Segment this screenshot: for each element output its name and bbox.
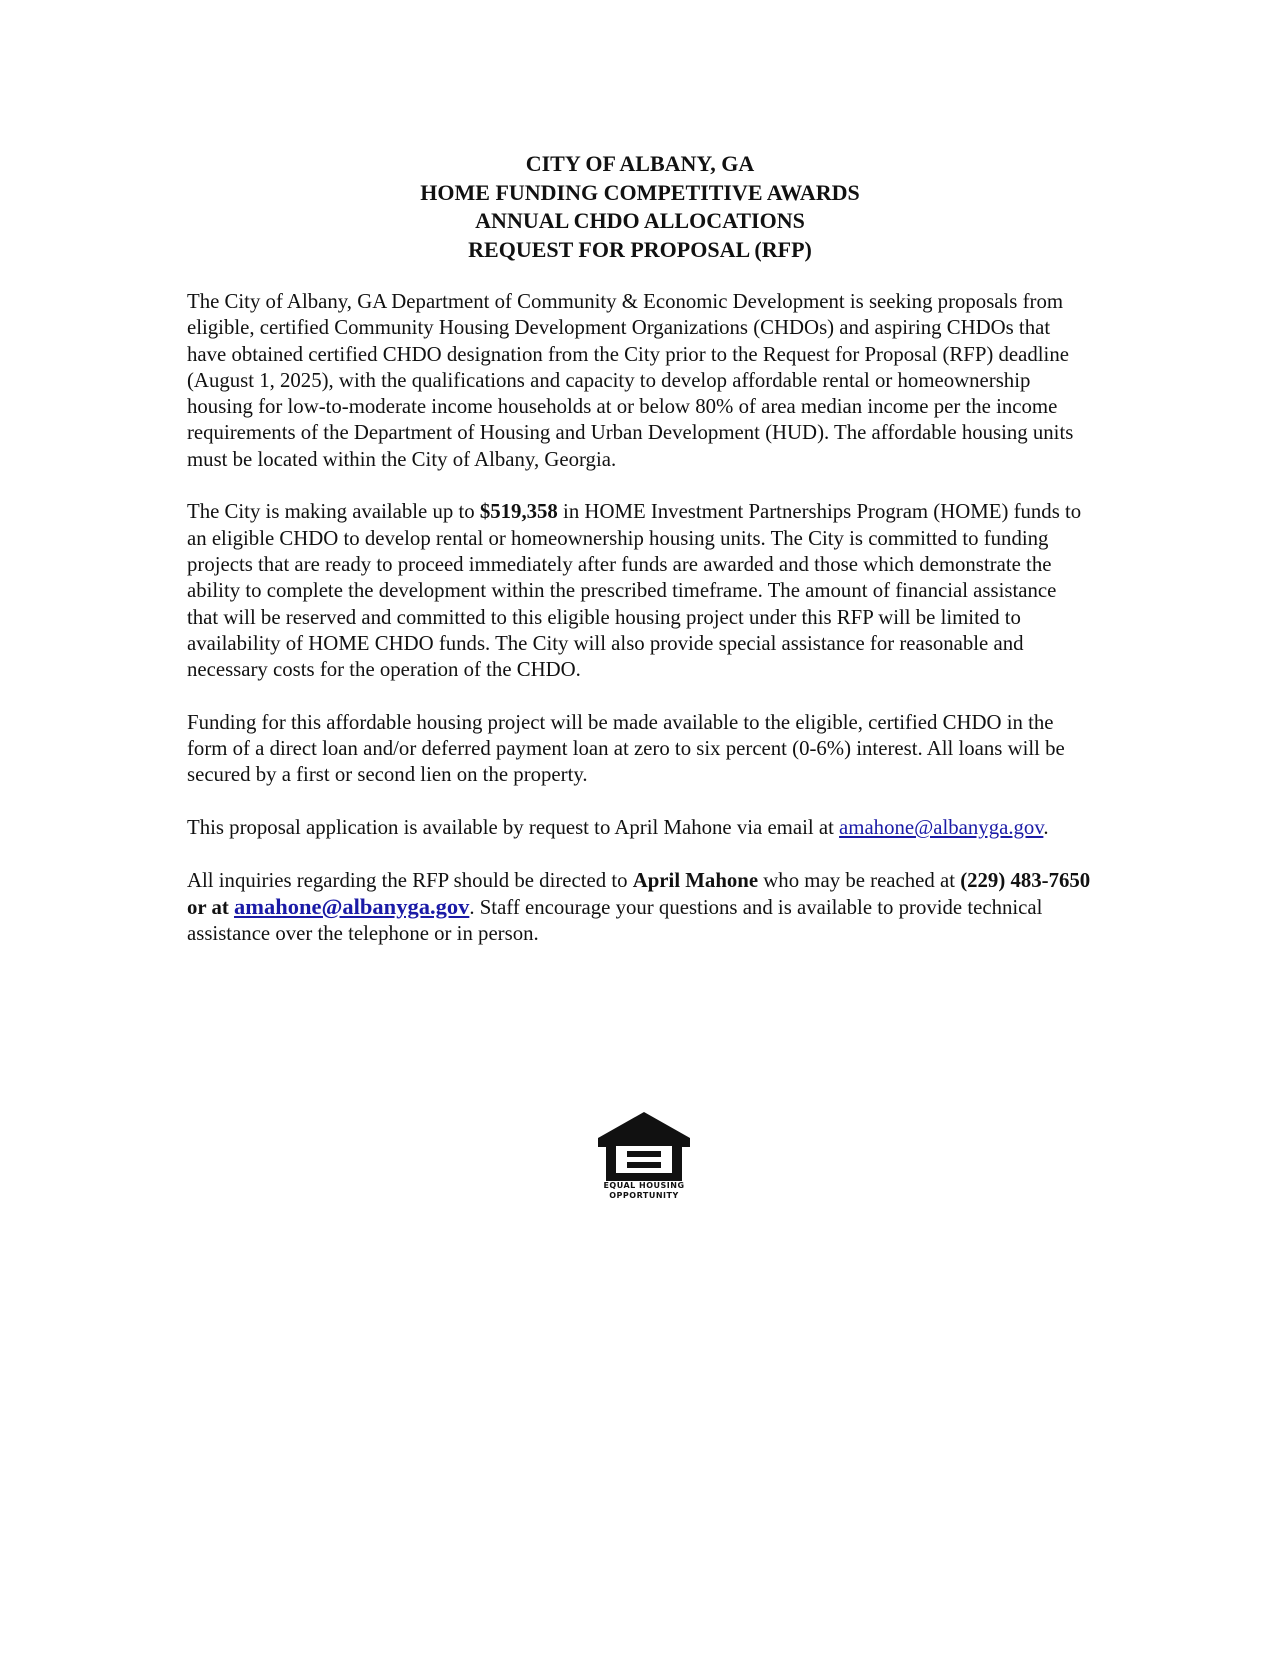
title-line-city: CITY OF ALBANY, GA: [525, 151, 755, 176]
title-line-allocations: ANNUAL CHDO ALLOCATIONS: [475, 208, 805, 233]
paragraph-loan-terms: Funding for this affordable housing project will be made available to the eligible, certified CHDO in the form of a direct loan and/or deferred payment loan at zero to six percent (0-6%) interest. All loans will be secured by a first or second lien on the property.: [187, 710, 1065, 787]
document-title: [0, 150, 1280, 264]
contact-name: April Mahone: [632, 868, 759, 892]
equal-housing-caption-line2: OPPORTUNITY: [609, 1190, 679, 1200]
equal-housing-caption-line1: EQUAL HOUSING: [603, 1181, 685, 1190]
paragraph-intro: The City of Albany, GA Department of Community & Economic Development is seeking proposals from eligible, certified Community Housing Development Organizations (CHDOs) and aspiring CHDOs that have obtained certified CHDO designation from the City prior to the Request for Proposal (RFP) deadline (August 1, 2025), with the qualifications and capacity to develop affordable rental or homeownership housing for low-to-moderate income households at or below 80% of area median income per the income requirements of the Department of Housing and Urban Development (HUD). The affordable housing units must be located within the City of Albany, Georgia.: [187, 290, 1074, 471]
inquiries-email-link[interactable]: amahone@albanyga.gov: [233, 893, 470, 919]
paragraph-inquiries-text-post: . Staff encourage your questions and is available to provide technical assistance over the telephone or in person.: [187, 895, 1043, 946]
document-body: [187, 289, 1092, 974]
funding-amount: $519,358: [479, 500, 558, 524]
paragraph-inquiries-text-pre: All inquiries regarding the RFP should be directed to: [187, 868, 633, 892]
application-email-link[interactable]: amahone@albanyga.gov: [839, 815, 1044, 839]
paragraph-application: [187, 815, 1092, 841]
paragraph-application-text: This proposal application is available by request to April Mahone via email at: [187, 815, 840, 839]
paragraph-funding-amount: [187, 499, 1092, 683]
paragraph-inquiries: [187, 868, 1092, 948]
title-line-awards: HOME FUNDING COMPETITIVE AWARDS: [420, 179, 860, 205]
paragraph-application-period: .: [1043, 815, 1049, 839]
title-line-rfp: REQUEST FOR PROPOSAL (RFP): [468, 236, 812, 262]
paragraph-funding-text-post: in HOME Investment Partnerships Program (HOME) funds to an eligible CHDO to develop rental or homeownership housing units. The City is committed to funding projects that are ready to proceed immediately after funds are awarded and those which demonstrate the ability to complete the development within the prescribed timeframe. The amount of financial assistance that will be reserved and committed to this eligible housing project under this RFP will be limited to availability of HOME CHDO funds. The City will also provide special assistance for reasonable and necessary costs for the operation of the CHDO.: [187, 500, 1082, 682]
paragraph-inquiries-text-mid: who may be reached at: [758, 868, 961, 892]
paragraph-funding-text-pre: The City is making available up to: [187, 500, 480, 524]
contact-phone: (229) 483-7650 or at: [187, 868, 1091, 919]
equal-housing-caption: [586, 1181, 702, 1200]
